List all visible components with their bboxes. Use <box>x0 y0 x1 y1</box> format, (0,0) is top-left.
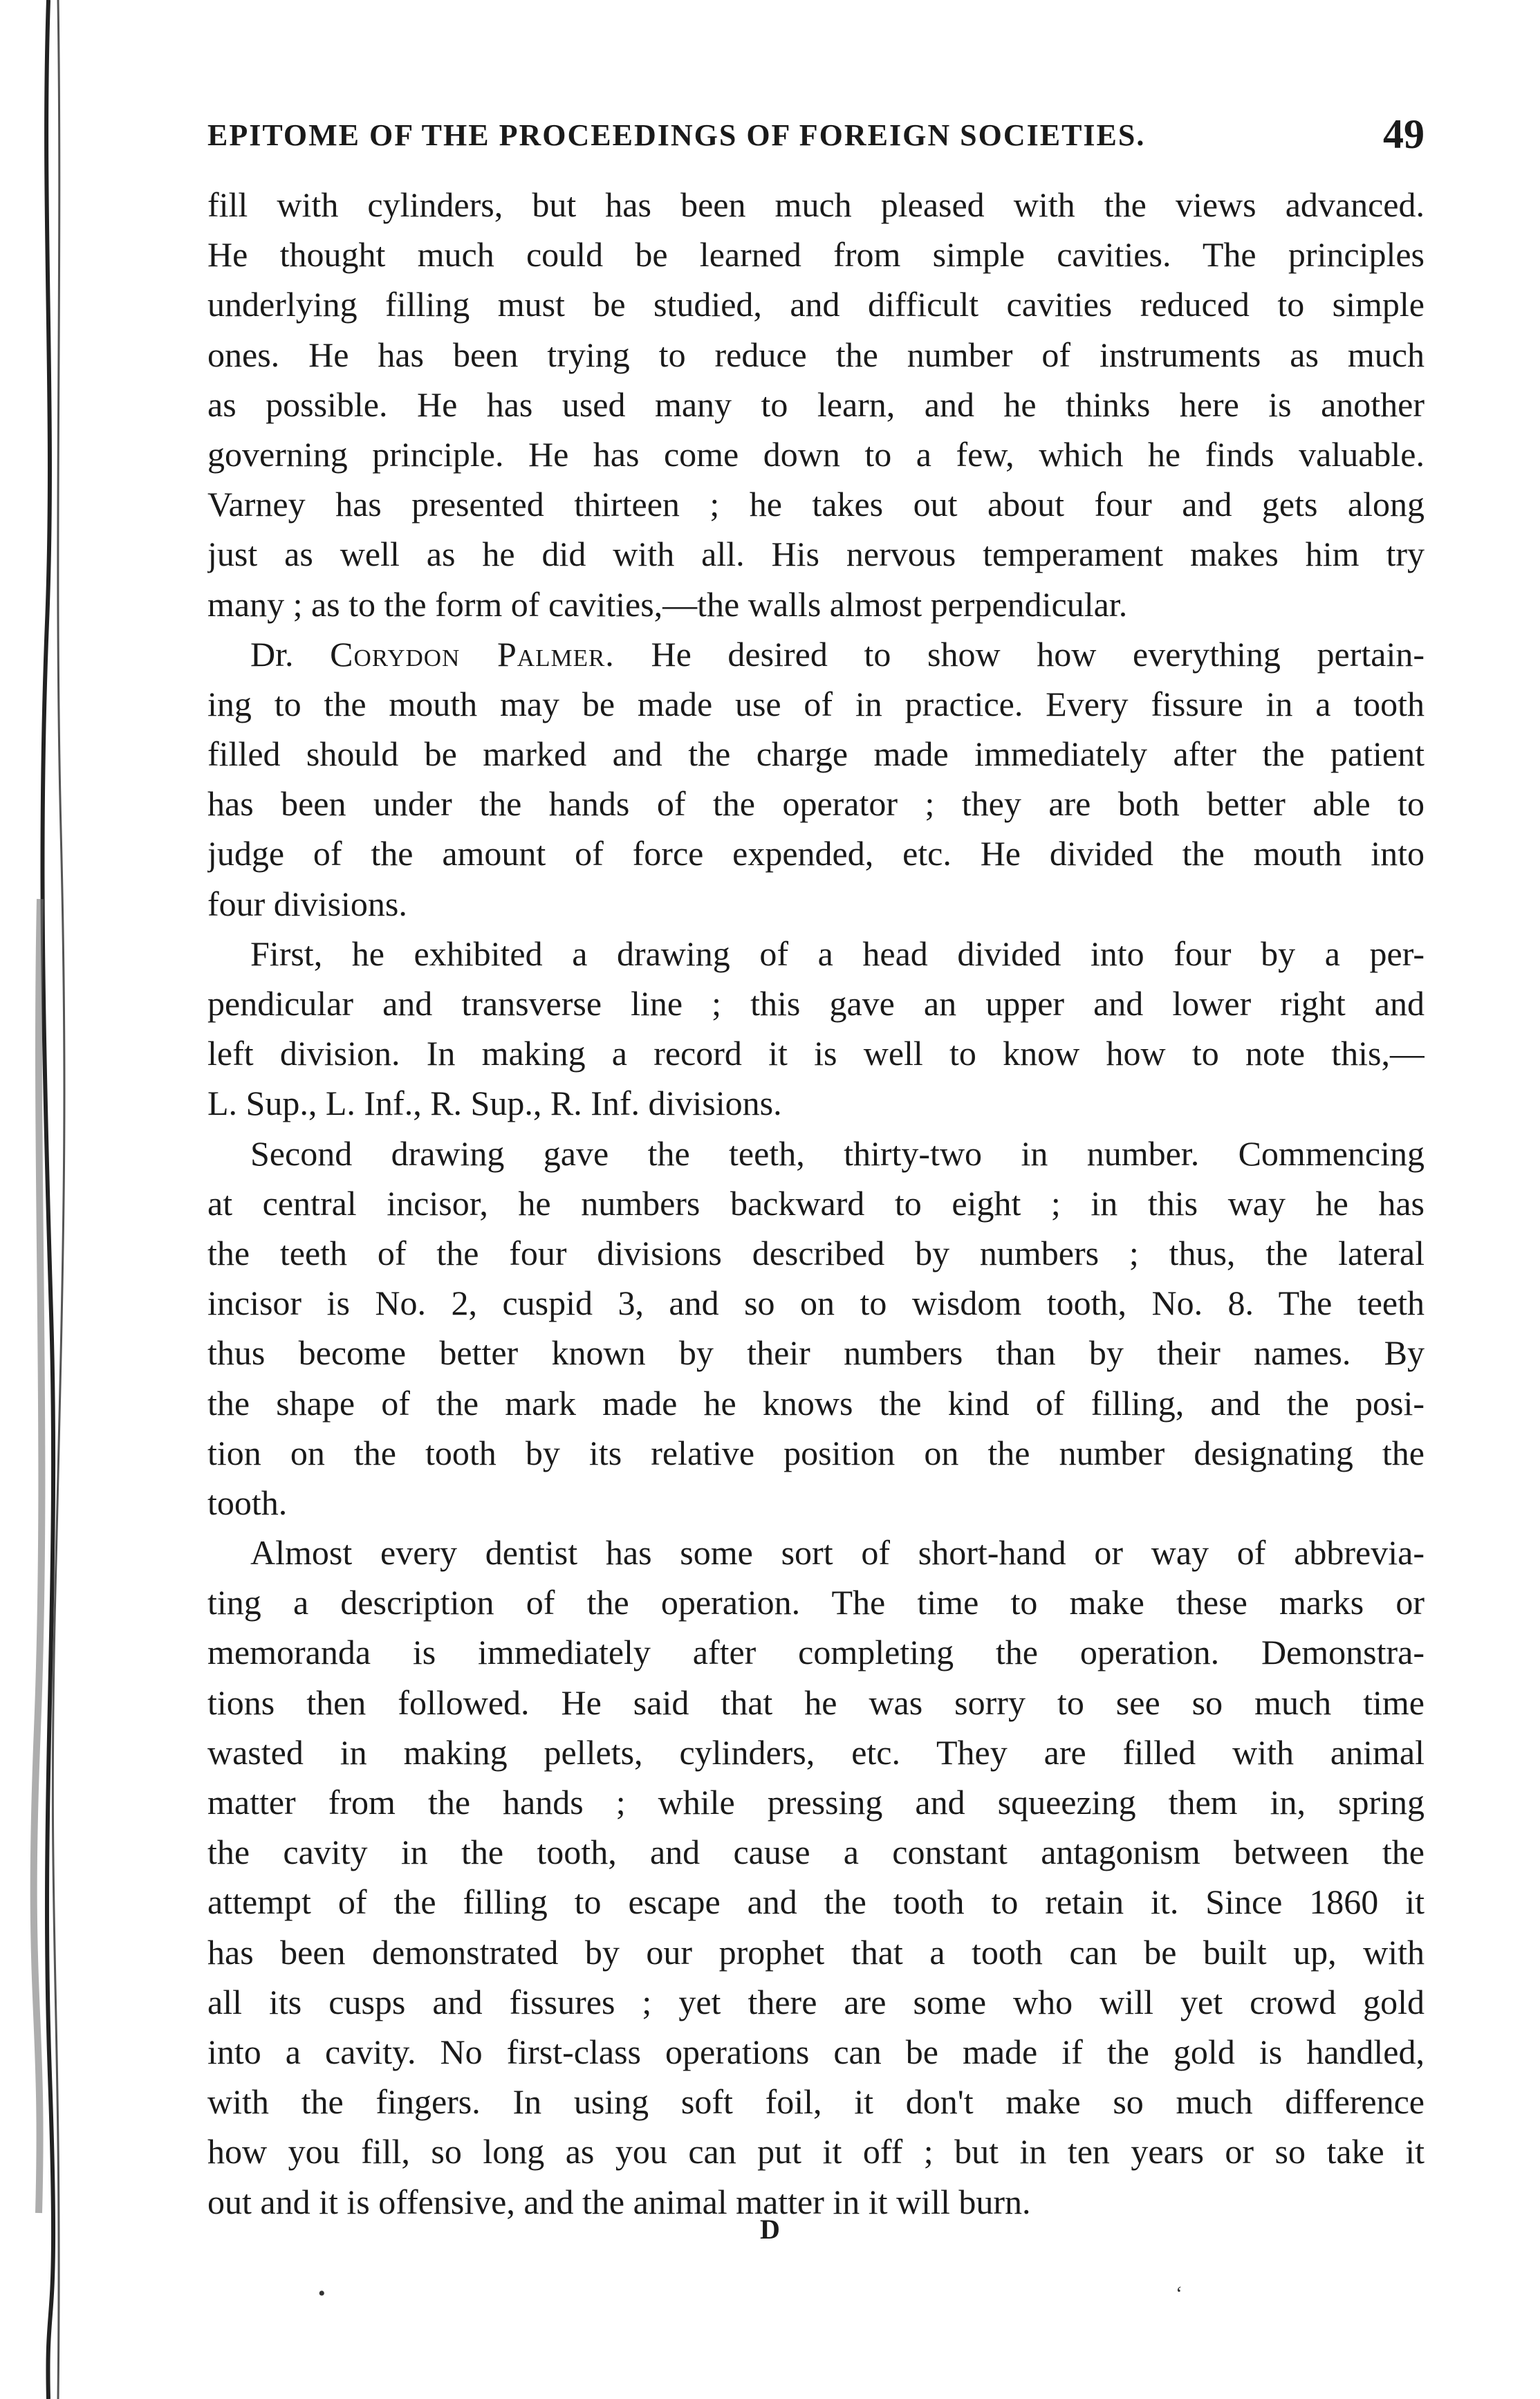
text-line: governing principle. He has come down to a few, which he finds valuable. <box>207 434 1425 474</box>
text-line: at central incisor, he numbers backward to eight ; in this way he has <box>207 1183 1425 1223</box>
text-line: many ; as to the form of cavities,—the walls almost perpendicular. <box>207 584 1128 624</box>
paragraph-short-hand <box>207 1528 1425 2227</box>
binding-edge-shadow <box>28 0 76 2399</box>
text-line: the shape of the mark made he knows the kind of filling, and the posi- <box>207 1383 1425 1423</box>
text-line: filled should be marked and the charge made immediately after the patient <box>207 734 1425 774</box>
text-line: the teeth of the four divisions described by numbers ; thus, the lateral <box>207 1233 1425 1272</box>
text-line: how you fill, so long as you can put it off ; but in ten years or so take it <box>207 2132 1425 2171</box>
signature-mark: D <box>760 2214 780 2245</box>
text-line: into a cavity. No first-class operations can be made if the gold is handled, <box>207 2032 1425 2071</box>
text-line: tion on the tooth by its relative position on the number designating the <box>207 1433 1425 1472</box>
text-line: the cavity in the tooth, and cause a constant antagonism between the <box>207 1833 1425 1872</box>
text-line: judge of the amount of force expended, etc. He divided the mouth into <box>207 834 1425 873</box>
speaker-prefix: Dr. <box>250 634 331 674</box>
text-line: pendicular and transverse line ; this gave an upper and lower right and <box>207 984 1425 1023</box>
text-line: left division. In making a record it is well to know how to note this,— <box>207 1034 1425 1073</box>
stray-ink-dot: • <box>318 2282 326 2305</box>
running-header-title: EPITOME OF THE PROCEEDINGS OF FOREIGN SOCIETIES. <box>207 118 1146 152</box>
paragraph-palmer <box>207 629 1425 929</box>
paragraph-second-drawing <box>207 1129 1425 1528</box>
text-line: Second drawing gave the teeth, thirty-two in number. Commencing <box>250 1133 1425 1173</box>
stray-ink-mark: ‘ <box>1176 2282 1182 2305</box>
text-line: tooth. <box>207 1483 288 1522</box>
text-line: underlying filling must be studied, and difficult cavities reduced to simple <box>207 285 1425 324</box>
text-line: fill with cylinders, but has been much pleased with the views advanced. <box>207 185 1425 224</box>
text-line: matter from the hands ; while pressing and squeezing them in, spring <box>207 1783 1425 1822</box>
text-line: with the fingers. In using soft foil, it don't make so much difference <box>207 2082 1425 2122</box>
paragraph-continued <box>207 180 1425 629</box>
speaker-name: Corydon Palmer. <box>330 634 615 674</box>
text-line: ing to the mouth may be made use of in practice. Every fissure in a tooth <box>207 684 1425 723</box>
running-header <box>207 111 1425 166</box>
text-line: L. Sup., L. Inf., R. Sup., R. Inf. divisions. <box>207 1084 782 1123</box>
text-line: First, he exhibited a drawing of a head divided into four by a per- <box>250 934 1425 973</box>
text-line: incisor is No. 2, cuspid 3, and so on to wisdom tooth, No. 8. The teeth <box>207 1284 1425 1323</box>
text-line: wasted in making pellets, cylinders, etc. They are filled with animal <box>207 1732 1425 1772</box>
text-line: ones. He has been trying to reduce the number of instruments as much <box>207 335 1425 374</box>
text-line: has been demonstrated by our prophet that a tooth can be built up, with <box>207 1932 1425 1972</box>
text-line: thus become better known by their numbers than by their names. By <box>207 1333 1425 1373</box>
paragraph-first-drawing <box>207 929 1425 1129</box>
text-line: Varney has presented thirteen ; he takes out about four and gets along <box>207 485 1425 524</box>
body-text <box>207 180 1425 2227</box>
text-line: tions then followed. He said that he was sorry to see so much time <box>207 1683 1425 1722</box>
text-line: attempt of the filling to escape and the tooth to retain it. Since 1860 it <box>207 1882 1425 1922</box>
text-line: four divisions. <box>207 884 407 923</box>
text-line: Almost every dentist has some sort of short-hand or way of abbrevia- <box>250 1533 1425 1573</box>
text-line <box>207 629 1425 679</box>
text-line: all its cusps and fissures ; yet there are some who will yet crowd gold <box>207 1982 1425 2021</box>
text-line: as possible. He has used many to learn, and he thinks here is another <box>207 385 1425 424</box>
speaker-line-text: He desired to show how everything pertain- <box>614 634 1425 674</box>
text-line: He thought much could be learned from simple cavities. The principles <box>207 235 1425 275</box>
text-line: just as well as he did with all. His nervous temperament makes him try <box>207 535 1425 574</box>
text-line: memoranda is immediately after completing the operation. Demonstra- <box>207 1633 1425 1672</box>
text-line: has been under the hands of the operator ; they are both better able to <box>207 784 1425 824</box>
text-line: out and it is offensive, and the animal matter in it will burn. <box>207 2182 1031 2221</box>
text-line: ting a description of the operation. The time to make these marks or <box>207 1583 1425 1622</box>
page-number: 49 <box>1383 111 1425 157</box>
